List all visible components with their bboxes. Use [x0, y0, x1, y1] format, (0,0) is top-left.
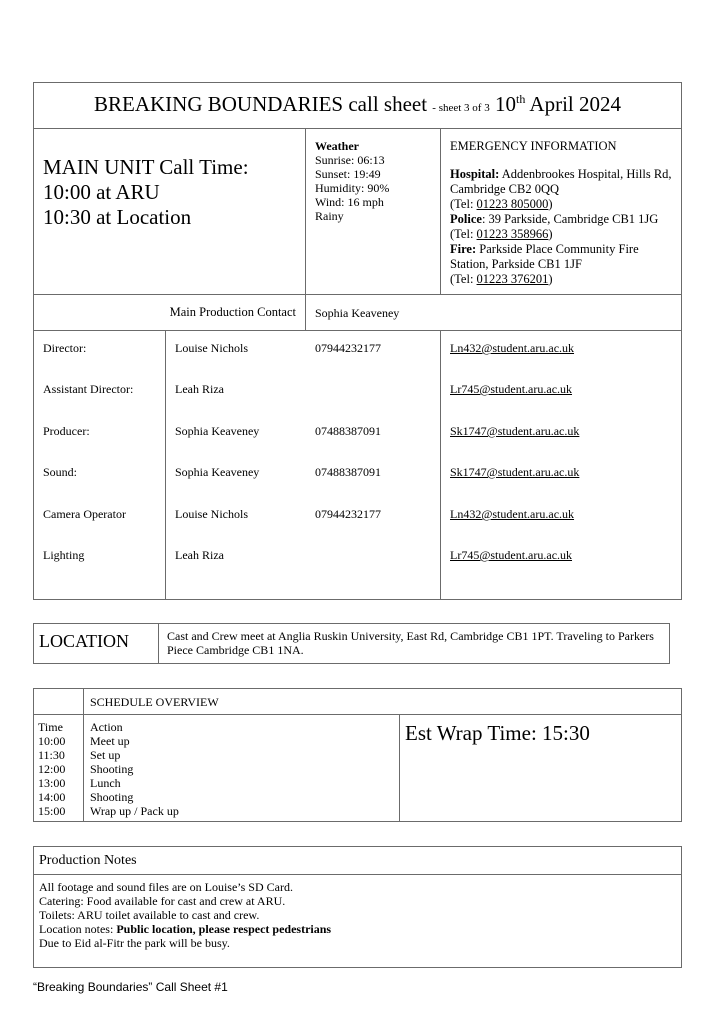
- schedule-action: Wrap up / Pack up: [90, 804, 179, 818]
- call-sheet-title: [33, 92, 682, 117]
- weather-condition: Rainy: [315, 209, 344, 223]
- crew-email-link[interactable]: Sk1747@student.aru.ac.uk: [450, 465, 580, 479]
- divider-schedule-header: [33, 714, 682, 715]
- divider-crew-col3: [440, 330, 441, 600]
- main-unit-call-time: [43, 155, 298, 230]
- est-wrap-time: Est Wrap Time: 15:30: [405, 721, 590, 745]
- weather-title: Weather: [315, 139, 359, 153]
- crew-email-link[interactable]: Lr745@student.aru.ac.uk: [450, 382, 573, 396]
- hospital-phone-link[interactable]: 01223 805000: [476, 197, 549, 211]
- divider-contact-mid: [305, 294, 306, 330]
- emergency-fire: Fire: Parkside Place Community Fire Station, Parkside CB1 1JF: [450, 242, 639, 271]
- divider-schedule-wrap: [399, 714, 400, 822]
- note-line: All footage and sound files are on Louise’s SD Card.: [39, 880, 293, 894]
- schedule-time-header: Time: [38, 720, 63, 734]
- production-notes-title: Production Notes: [39, 853, 137, 868]
- crew-role: Director:: [43, 341, 87, 355]
- schedule-action: Set up: [90, 748, 121, 762]
- crew-phone: 07944232177: [315, 341, 381, 355]
- schedule-time-column: [38, 720, 65, 818]
- schedule-title: SCHEDULE OVERVIEW: [90, 695, 219, 709]
- production-notes-body: [39, 880, 669, 950]
- emergency-fire-tel: (Tel: 01223 376201): [450, 272, 553, 286]
- schedule-time: 10:00: [38, 734, 66, 748]
- weather-humidity: Humidity: 90%: [315, 181, 390, 195]
- emergency-police: Police: 39 Parkside, Cambridge CB1 1JG: [450, 212, 659, 226]
- schedule-action: Lunch: [90, 776, 121, 790]
- emergency-info: [450, 139, 678, 287]
- schedule-action-column: [90, 720, 179, 818]
- crew-role: Camera Operator: [43, 507, 126, 521]
- schedule-time: 11:30: [38, 748, 65, 762]
- schedule-action: Shooting: [90, 762, 134, 776]
- divider-crew-col1: [165, 330, 166, 600]
- note-line: Catering: Food available for cast and crew at ARU.: [39, 894, 286, 908]
- call-time-line1: MAIN UNIT Call Time:: [43, 155, 249, 179]
- main-production-contact-label: Main Production Contact: [169, 305, 296, 319]
- schedule-time: 12:00: [38, 762, 66, 776]
- divider-schedule-col1: [83, 688, 84, 822]
- crew-name: Leah Riza: [175, 548, 224, 562]
- weather-box: [315, 139, 440, 223]
- crew-phone: 07488387091: [315, 465, 381, 479]
- emergency-hospital-tel: (Tel: 01223 805000): [450, 197, 553, 211]
- divider-location: [158, 623, 159, 664]
- police-phone-link[interactable]: 01223 358966: [476, 227, 549, 241]
- location-label: LOCATION: [39, 631, 129, 651]
- title-date-suffix: th: [515, 92, 526, 106]
- divider-crew-top: [33, 330, 682, 331]
- main-production-contact-name: Sophia Keaveney: [315, 306, 400, 320]
- schedule-time: 15:00: [38, 804, 66, 818]
- crew-role: Assistant Director:: [43, 382, 134, 396]
- crew-name: Sophia Keaveney: [175, 424, 260, 438]
- emergency-hospital: Hospital: Addenbrookes Hospital, Hills Rd, Cambridge CB2 0QQ: [450, 167, 672, 196]
- page-footer: “Breaking Boundaries” Call Sheet #1: [33, 980, 228, 994]
- crew-phone: 07488387091: [315, 424, 381, 438]
- emergency-police-tel: (Tel: 01223 358966): [450, 227, 553, 241]
- schedule-time: 14:00: [38, 790, 66, 804]
- schedule-action: Shooting: [90, 790, 134, 804]
- crew-email-link[interactable]: Sk1747@student.aru.ac.uk: [450, 424, 580, 438]
- location-text: Cast and Crew meet at Anglia Ruskin University, East Rd, Cambridge CB1 1PT. Traveling to Parkers Piece Cambridge CB1 1NA.: [167, 629, 654, 657]
- divider-emergency-left: [440, 128, 441, 294]
- title-date-day: 10: [494, 92, 516, 116]
- call-time-line3: 10:30 at Location: [43, 205, 192, 229]
- crew-email-link[interactable]: Ln432@student.aru.ac.uk: [450, 507, 575, 521]
- title-sheet-number: - sheet 3 of 3: [432, 102, 490, 114]
- crew-role: Sound:: [43, 465, 78, 479]
- weather-sunset: Sunset: 19:49: [315, 167, 381, 181]
- note-line: Due to Eid al-Fitr the park will be busy.: [39, 936, 230, 950]
- title-main: BREAKING BOUNDARIES call sheet: [94, 92, 428, 116]
- crew-phone: 07944232177: [315, 507, 381, 521]
- weather-sunrise: Sunrise: 06:13: [315, 153, 385, 167]
- crew-email-link[interactable]: Ln432@student.aru.ac.uk: [450, 341, 575, 355]
- crew-role: Lighting: [43, 548, 85, 562]
- divider-weather-left: [305, 128, 306, 294]
- call-time-line2: 10:00 at ARU: [43, 180, 160, 204]
- note-line: Location notes: Public location, please respect pedestrians: [39, 922, 332, 936]
- crew-role: Producer:: [43, 424, 90, 438]
- weather-wind: Wind: 16 mph: [315, 195, 384, 209]
- schedule-action-header: Action: [90, 720, 123, 734]
- fire-phone-link[interactable]: 01223 376201: [476, 272, 549, 286]
- crew-email-link[interactable]: Lr745@student.aru.ac.uk: [450, 548, 573, 562]
- divider-contact-top: [33, 294, 682, 295]
- crew-name: Sophia Keaveney: [175, 465, 260, 479]
- emergency-title: EMERGENCY INFORMATION: [450, 139, 617, 153]
- note-location-emphasis: Public location, please respect pedestrians: [116, 922, 332, 936]
- schedule-time: 13:00: [38, 776, 66, 790]
- crew-name: Louise Nichols: [175, 341, 248, 355]
- note-line: Toilets: ARU toilet available to cast and crew.: [39, 908, 260, 922]
- crew-name: Louise Nichols: [175, 507, 248, 521]
- title-date-rest: April 2024: [529, 92, 621, 116]
- schedule-action: Meet up: [90, 734, 130, 748]
- crew-name: Leah Riza: [175, 382, 224, 396]
- divider-title: [33, 128, 682, 129]
- divider-notes-header: [33, 874, 682, 875]
